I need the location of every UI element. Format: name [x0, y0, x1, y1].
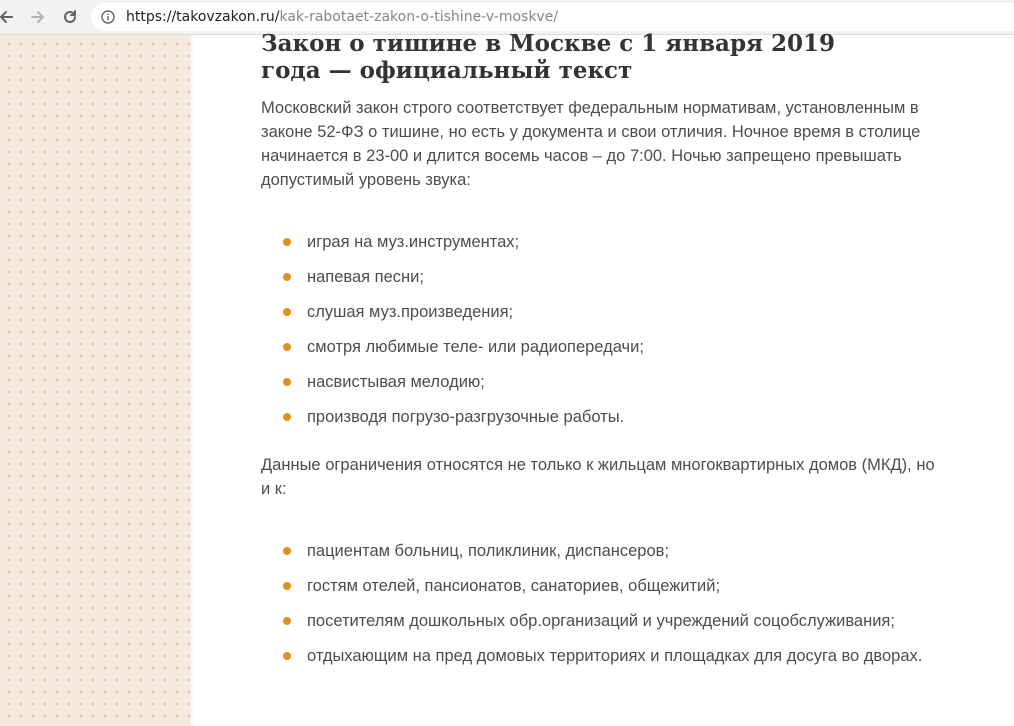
list-item: [261, 230, 941, 254]
article-title: Закон о тишине в Москве с 1 января 2019 года — официальный текст: [261, 30, 836, 84]
bullet-icon: [283, 617, 291, 625]
bullet-icon: [283, 308, 291, 316]
prohibited-actions-list: [261, 230, 941, 429]
list-item: [261, 265, 941, 289]
forward-button[interactable]: [26, 5, 50, 29]
scope-paragraph: Данные ограничения относятся не только к жильцам многоквартирных домов (МКД), но и к:: [261, 456, 935, 498]
url-path: kak-rabotaet-zakon-o-tishine-v-moskve/: [279, 9, 559, 25]
bullet-icon: [283, 273, 291, 281]
intro-paragraph: Московский закон строго соответствует федеральным нормативам, установленным в законе 52-ФЗ о тишине, но есть у документа и свои отличия. Ночное время в столице начинается в 23-00 и длится восемь часов – до 7:00. Ночью запрещено превышать допустимый уровень звука:: [261, 99, 921, 189]
list-item-text: пациентам больниц, поликлиник, диспансеров;: [307, 542, 669, 560]
list-item-text: слушая муз.произведения;: [307, 303, 514, 321]
list-item: [261, 539, 941, 563]
affected-groups-list: [261, 539, 941, 668]
list-item-text: посетителям дошкольных обр.организаций и учреждений соцобслуживания;: [307, 612, 895, 630]
list-item: [261, 335, 941, 359]
list-item-text: смотря любимые теле- или радиопередачи;: [307, 338, 644, 356]
list-item-text: напевая песни;: [307, 268, 424, 286]
address-bar[interactable]: [91, 3, 1014, 31]
url-host: https://takovzakon.ru/: [126, 9, 280, 25]
list-item: [261, 574, 941, 598]
back-button[interactable]: [0, 5, 18, 29]
bullet-icon: [283, 413, 291, 421]
list-item-text: отдыхающим на пред домовых территориях и площадках для досуга во дворах.: [307, 647, 923, 665]
list-item-text: играя на муз.инструментах;: [307, 233, 520, 251]
list-item: [261, 370, 941, 394]
sidebar-edge: [190, 35, 194, 726]
list-item-text: насвистывая мелодию;: [307, 373, 485, 391]
list-item: [261, 644, 941, 668]
info-icon[interactable]: [101, 10, 115, 24]
list-item: [261, 405, 941, 429]
bullet-icon: [283, 547, 291, 555]
list-item: [261, 609, 941, 633]
sidebar-pattern: [0, 35, 190, 726]
list-item-text: гостям отелей, пансионатов, санаториев, общежитий;: [307, 577, 721, 595]
url-text[interactable]: [126, 8, 558, 26]
bullet-icon: [283, 343, 291, 351]
reload-icon: [62, 9, 78, 25]
list-item-text: производя погрузо-разгрузочные работы.: [307, 408, 625, 426]
article-content: [261, 30, 941, 679]
bullet-icon: [283, 238, 291, 246]
reload-button[interactable]: [58, 5, 82, 29]
bullet-icon: [283, 652, 291, 660]
arrow-right-icon: [30, 9, 46, 25]
bullet-icon: [283, 378, 291, 386]
arrow-left-icon: [0, 9, 14, 25]
list-item: [261, 300, 941, 324]
bullet-icon: [283, 582, 291, 590]
